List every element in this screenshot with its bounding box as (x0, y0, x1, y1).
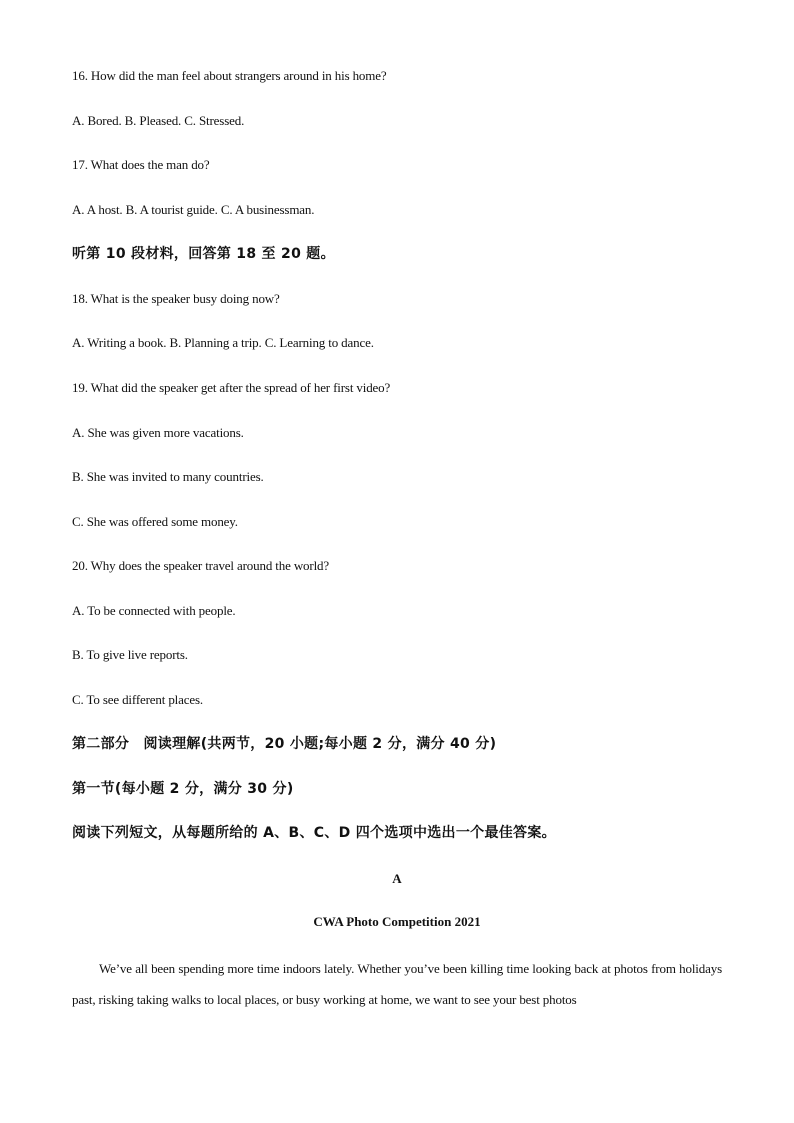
question-19-option-a: A. She was given more vacations. (72, 425, 244, 440)
question-20: 20. Why does the speaker travel around the world? (72, 558, 330, 573)
reading-part-heading: 第二部分 阅读理解(共两节，20 小题;每小题 2 分，满分 40 分) (72, 736, 497, 752)
section-10-heading: 听第 10 段材料，回答第 18 至 20 题。 (72, 246, 335, 262)
passage-title: CWA Photo Competition 2021 (313, 914, 481, 929)
reading-instruction: 阅读下列短文，从每题所给的 A、B、C、D 四个选项中选出一个最佳答案。 (72, 825, 556, 841)
question-18: 18. What is the speaker busy doing now? (72, 291, 280, 306)
question-16: 16. How did the man feel about strangers around in his home? (72, 68, 387, 83)
passage-letter: A (392, 871, 402, 886)
question-20-option-b: B. To give live reports. (72, 647, 188, 662)
question-19-option-b: B. She was invited to many countries. (72, 469, 264, 484)
question-19-option-c: C. She was offered some money. (72, 514, 238, 529)
question-16-options: A. Bored. B. Pleased. C. Stressed. (72, 113, 245, 128)
question-17: 17. What does the man do? (72, 157, 210, 172)
question-20-option-a: A. To be connected with people. (72, 603, 236, 618)
passage-paragraph: We’ve all been spending more time indoors lately. Whether you’ve been killing time looking back at photos from holidays past, risking taking walks to local places, or busy working at home, we want to see your best photos (72, 961, 722, 1007)
question-18-options: A. Writing a book. B. Planning a trip. C. Learning to dance. (72, 335, 374, 350)
reading-section-heading: 第一节(每小题 2 分，满分 30 分) (72, 781, 294, 797)
question-20-option-c: C. To see different places. (72, 692, 204, 707)
question-17-options: A. A host. B. A tourist guide. C. A businessman. (72, 202, 315, 217)
question-19: 19. What did the speaker get after the spread of her first video? (72, 380, 391, 395)
